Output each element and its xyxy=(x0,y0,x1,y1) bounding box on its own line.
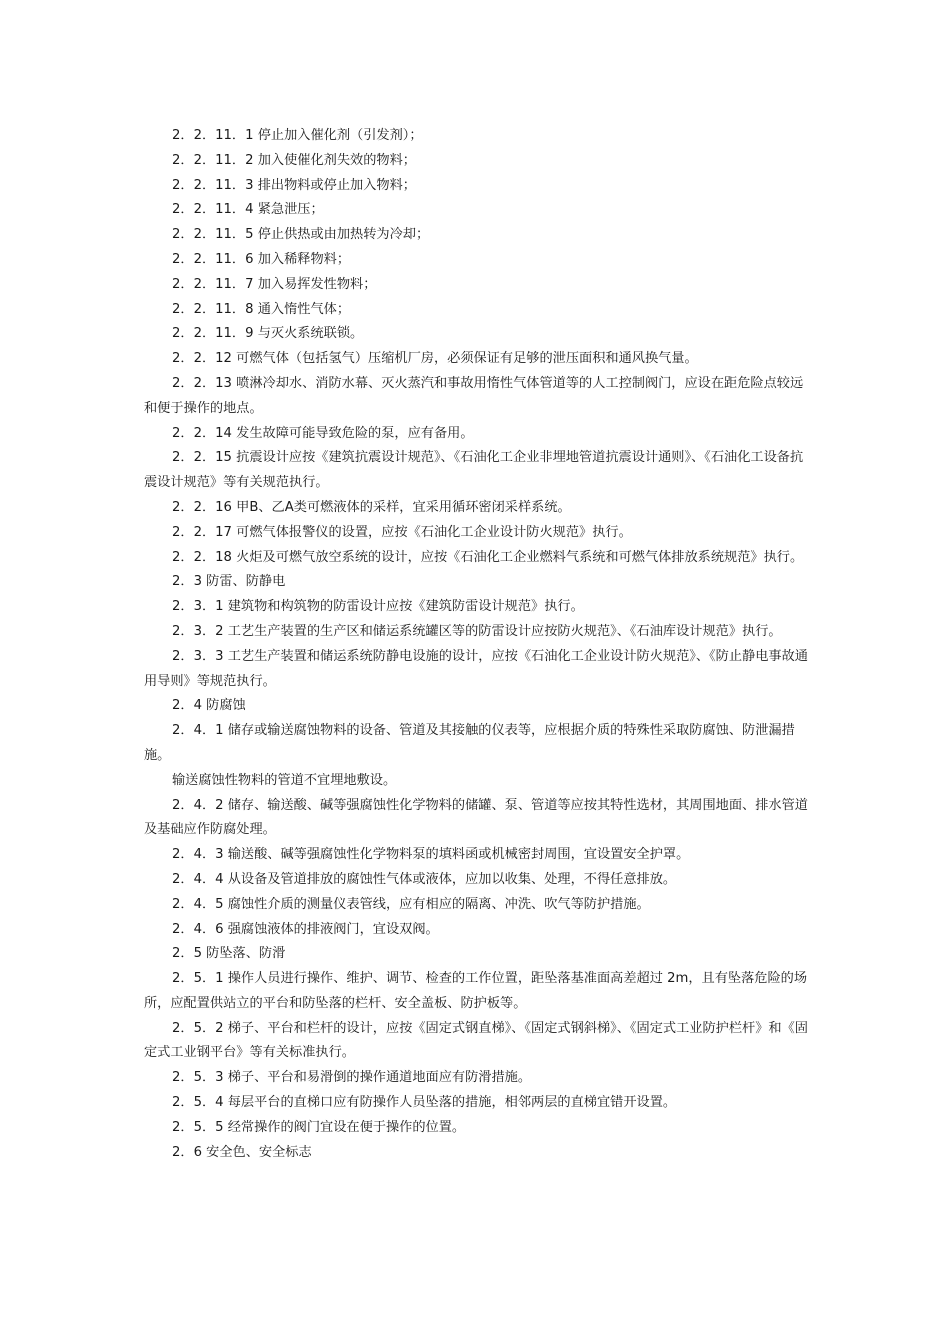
paragraph: 2．5．4 每层平台的直梯口应有防操作人员坠落的措施，相邻两层的直梯宜错开设置。 xyxy=(172,1095,677,1111)
paragraph: 2．2．13 喷淋冷却水、消防水幕、灭火蒸汽和事故用惰性气体管道等的人工控制阀门，应设在距危险点较远和便于操作的地点。 xyxy=(144,375,804,416)
paragraph: 2．2．17 可燃气体报警仪的设置，应按《石油化工企业设计防火规范》执行。 xyxy=(172,524,632,540)
paragraph: 2．3．1 建筑物和构筑物的防雷设计应按《建筑防雷设计规范》执行。 xyxy=(172,599,584,615)
paragraph: 2．4．4 从设备及管道排放的腐蚀性气体或液体，应加以收集、处理，不得任意排放。 xyxy=(172,871,677,887)
paragraph: 2．2．11．1 停止加入催化剂（引发剂）； xyxy=(172,128,423,143)
paragraph: 2．4．5 腐蚀性介质的测量仪表管线，应有相应的隔离、冲洗、吹气等防护措施。 xyxy=(172,896,650,912)
document-body xyxy=(144,124,810,1165)
section-heading: 2．3 防雷、防静电 xyxy=(172,574,286,590)
paragraph: 2．2．11．4 紧急泄压； xyxy=(172,202,324,218)
paragraph: 2．2．11．3 排出物料或停止加入物料； xyxy=(172,177,416,193)
paragraph: 输送腐蚀性物料的管道不宜埋地敷设。 xyxy=(172,772,397,788)
paragraph: 2．4．6 强腐蚀液体的排液阀门，宜设双阀。 xyxy=(172,921,439,937)
paragraph: 2．2．11．6 加入稀释物料； xyxy=(172,251,351,267)
paragraph: 2．2．14 发生故障可能导致危险的泵，应有备用。 xyxy=(172,425,474,441)
section-heading: 2．4 防腐蚀 xyxy=(172,698,246,714)
paragraph: 2．5．1 操作人员进行操作、维护、调节、检查的工作位置，距坠落基准面高差超过 2m，且有坠落危险的场所，应配置供站立的平台和防坠落的栏杆、安全盖板、防护板等。 xyxy=(144,971,808,1011)
paragraph: 2．2．11．2 加入使催化剂失效的物料； xyxy=(172,152,416,168)
paragraph: 2．4．2 储存、输送酸、碱等强腐蚀性化学物料的储罐、泵、管道等应按其特性选材，其周围地面、排水管道及基础应作防腐处理。 xyxy=(144,797,808,838)
paragraph: 2．2．11．5 停止供热或由加热转为冷却； xyxy=(172,227,430,243)
paragraph: 2．5．3 梯子、平台和易滑倒的操作通道地面应有防滑措施。 xyxy=(172,1070,532,1086)
paragraph: 2．3．2 工艺生产装置的生产区和储运系统罐区等的防雷设计应按防火规范》、《石油库设计规范》执行。 xyxy=(172,623,782,639)
section-heading: 2．6 安全色、安全标志 xyxy=(172,1144,312,1160)
paragraph: 2．2．12 可燃气体（包括氢气）压缩机厂房，必须保证有足够的泄压面积和通风换气量。 xyxy=(172,351,698,367)
paragraph: 2．3．3 工艺生产装置和储运系统防静电设施的设计，应按《石油化工企业设计防火规范》、《防止静电事故通用导则》等规范执行。 xyxy=(144,648,808,689)
paragraph: 2．5．5 经常操作的阀门宜设在便于操作的位置。 xyxy=(172,1119,466,1135)
paragraph: 2．2．11．7 加入易挥发性物料； xyxy=(172,276,377,292)
paragraph: 2．4．1 储存或输送腐蚀物料的设备、管道及其接触的仪表等，应根据介质的特殊性采取防腐蚀、防泄漏措施。 xyxy=(144,723,795,763)
section-heading: 2．5 防坠落、防滑 xyxy=(172,946,286,962)
paragraph: 2．5．2 梯子、平台和栏杆的设计，应按《固定式钢直梯》、《固定式钢斜梯》、《固定式工业防护栏杆》和《固定式工业钢平台》等有关标准执行。 xyxy=(144,1020,808,1061)
paragraph: 2．2．15 抗震设计应按《建筑抗震设计规范》、《石油化工企业非埋地管道抗震设计通则》、《石油化工设备抗震设计规范》等有关规范执行。 xyxy=(144,450,804,491)
paragraph: 2．2．16 甲B、乙A类可燃液体的采样，宜采用循环密闭采样系统。 xyxy=(172,499,571,515)
paragraph: 2．2．18 火炬及可燃气放空系统的设计，应按《石油化工企业燃料气系统和可燃气体排放系统规范》执行。 xyxy=(172,549,804,565)
paragraph: 2．2．11．9 与灭火系统联锁。 xyxy=(172,326,364,342)
paragraph: 2．2．11．8 通入惰性气体； xyxy=(172,301,351,317)
paragraph: 2．4．3 输送酸、碱等强腐蚀性化学物料泵的填料函或机械密封周围，宜设置安全护罩。 xyxy=(172,847,690,863)
